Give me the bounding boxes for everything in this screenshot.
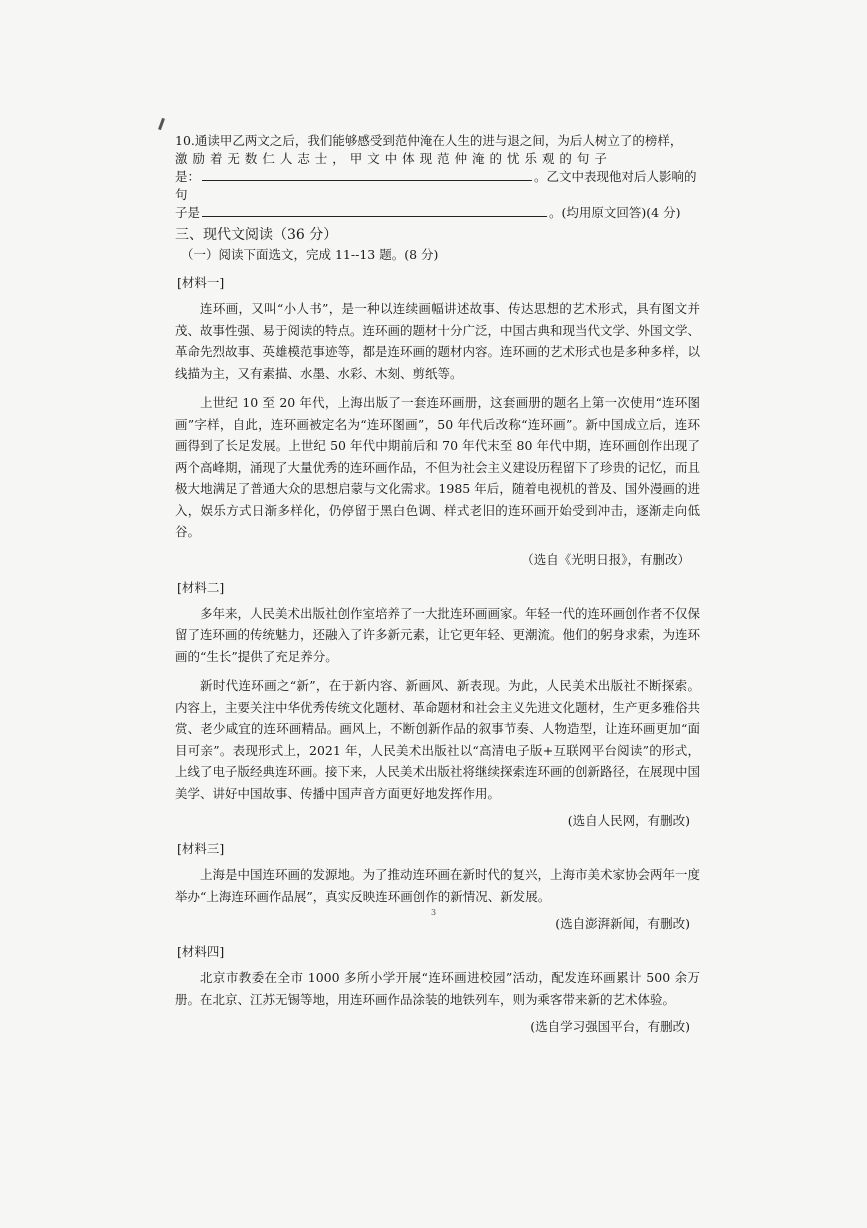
paragraph: 上世纪 10 至 20 年代，上海出版了一套连环画册，这套画册的题名上第一次使用“连环图画”字样，自此，连环画被定名为“连环图画”，50 年代后改称“连环画”。新中国成立后，连环画得到了长足发展。上世纪 50 年代中期前后和 70 年代末至 80 年代中期，连环画创作出现了两个高峰期，涌现了大量优秀的连环画作品，不但为社会主义建设历程留下了珍贵的记忆，而且极大地满足了普通大众的思想启蒙与文化需求。1985 年后，随着电视机的普及、国外漫画的进入，娱乐方式日渐多样化，仍停留于黑白色调、样式老旧的连环画开始受到冲击，逐渐走向低谷。 [175,395,701,539]
question-10-line1: 10.通读甲乙两文之后，我们能够感受到范仲淹在人生的进与退之间，为后人树立了的榜样， [175,133,683,148]
line3-prefix: 是： [175,169,201,184]
sub-title: （一）阅读下面选文，完成 11--13 题。(8 分) [181,247,439,262]
question-10-line4 [175,204,700,222]
material-1 [175,274,700,569]
answer-blank-1[interactable] [202,168,532,181]
line3-suffix: 。乙文中表现他对后人影响的句 [175,169,697,202]
material-3 [175,840,700,933]
material-label: [材料二] [177,579,225,595]
paragraph: 上海是中国连环画的发源地。为了推动连环画在新时代的复兴，上海市美术家协会两年一度举办“上海连环画作品展”，真实反映连环画创作的新情况、新发展。 [175,867,701,904]
answer-blank-2[interactable] [202,204,547,217]
line4-suffix: 。(均用原文回答)(4 分) [549,205,681,220]
question-10-line2: 激 励 着 无 数 仁 人 志 士 ， 甲 文 中 体 现 范 仲 淹 的 忧 乐 观 的 句 子 [175,151,608,166]
material-label: [材料一] [177,275,225,290]
scan-mark [158,118,165,130]
material-4 [175,943,700,1036]
source-note: （选自《光明日报》，有删改） [521,551,690,567]
source-note: (选自澎湃新闻，有删改) [555,916,690,931]
section-title: 三、现代文阅读（36 分） [175,227,338,243]
material-label: [材料四] [177,944,225,959]
paragraph: 连环画，又叫“小人书”，是一种以连续画幅讲述故事、传达思想的艺术形式，具有图文并茂、故事性强、易于阅读的特点。连环画的题材十分广泛，中国古典和现当代文学、外国文学、革命先烈故事、英雄模范事迹等，都是连环画的题材内容。连环画的艺术形式也是多种多样，以线描为主，又有素描、水墨、水彩、木刻、剪纸等。 [175,301,701,381]
question-10 [175,132,700,222]
paragraph: 多年来，人民美术出版社创作室培养了一大批连环画画家。年轻一代的连环画创作者不仅保留了连环画的传统魅力，还融入了许多新元素，让它更年轻、更潮流。他们的躬身求索，为连环画的“生长”提供了充足养分。 [175,605,701,664]
page-number: 3 [430,908,437,917]
line4-prefix: 子是 [175,205,201,220]
material-2 [175,579,700,831]
material-label: [材料三] [177,841,225,856]
paragraph: 新时代连环画之“新”，在于新内容、新画风、新表现。为此，人民美术出版社不断探索。内容上，主要关注中华优秀传统文化题材、革命题材和社会主义先进文化题材，生产更多雅俗共赏、老少咸宜的连环画精品。画风上，不断创新作品的叙事节奏、人物造型，让连环画更加“面目可亲”。表现形式上，2021 年，人民美术出版社以“高清电子版+互联网平台阅读”的形式，上线了电子版经典连环画。接下来，人民美术出版社将继续探索连环画的创新路径，在展现中国美学、讲好中国故事、传播中国声音方面更好地发挥作用。 [175,678,701,801]
source-note: (选自学习强国平台，有删改) [530,1019,690,1034]
source-note: (选自人民网，有删改) [567,813,690,828]
paragraph: 北京市教委在全市 1000 多所小学开展“连环画进校园”活动，配发连环画累计 500 余万册。在北京、江苏无锡等地，用连环画作品涂装的地铁列车，则为乘客带来新的艺术体验。 [175,970,700,1007]
question-10-line3 [175,168,700,204]
